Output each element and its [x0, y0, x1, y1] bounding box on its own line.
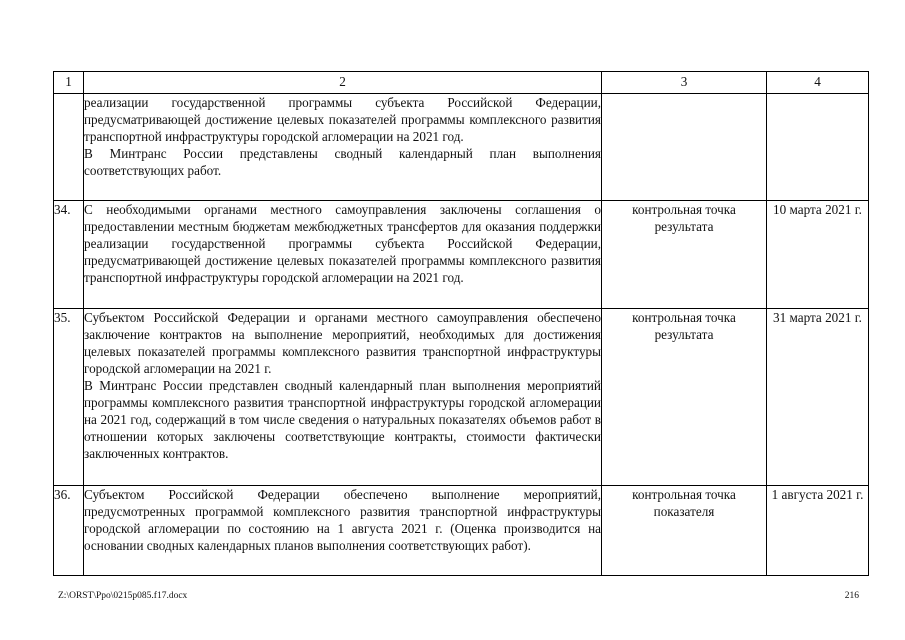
row-control-type: контрольная точка результата: [602, 201, 767, 309]
row-date: 31 марта 2021 г.: [767, 309, 869, 486]
table-row: [54, 309, 869, 486]
header-cell-1: 1: [54, 72, 84, 94]
row-description: [84, 486, 602, 576]
description-paragraph: Субъектом Российской Федерации обеспечено выполнение мероприятий, предусмотренных программой комплексного развития транспортной инфраструктуры городской агломерации по состоянию на 1 августа 2021 г. (Оценка производится на основании сводных календарных планов выполнения соответствующих работ).: [84, 487, 601, 553]
header-cell-3: 3: [602, 72, 767, 94]
row-control-type: контрольная точка результата: [602, 309, 767, 486]
table-row: [54, 94, 869, 201]
row-date: 1 августа 2021 г.: [767, 486, 869, 576]
row-description: [84, 94, 602, 201]
row-number: [54, 94, 84, 201]
row-number: 34.: [54, 201, 84, 309]
row-date: [767, 94, 869, 201]
description-paragraph: Субъектом Российской Федерации и органами местного самоуправления обеспечено заключение контрактов на выполнение мероприятий, необходимых для достижения целевых показателей программы комплексного развития транспортной инфраструктуры городской агломерации на 2021 г.: [84, 310, 601, 376]
description-paragraph: В Минтранс России представлен сводный календарный план выполнения мероприятий программы комплексного развития транспортной инфраструктуры городской агломерации на 2021 год, содержащий в том числе сведения о натуральных показателях объемов работ в отношении которых заключены соответствующие контракты, стоимости фактически заключенных контрактов.: [84, 378, 601, 461]
description-paragraph: В Минтранс России представлены сводный календарный план выполнения соответствующих работ.: [84, 146, 601, 178]
row-description: [84, 309, 602, 486]
footer-file-path: Z:\ORST\Ppo\0215p085.f17.docx: [58, 591, 188, 601]
row-control-type: [602, 94, 767, 201]
document-table: [53, 71, 869, 576]
row-description: [84, 201, 602, 309]
row-date: 10 марта 2021 г.: [767, 201, 869, 309]
header-cell-4: 4: [767, 72, 869, 94]
table-row: [54, 486, 869, 576]
table-row: [54, 201, 869, 309]
row-control-type: контрольная точка показателя: [602, 486, 767, 576]
row-number: 36.: [54, 486, 84, 576]
footer-page-number: 216: [844, 591, 859, 601]
description-paragraph: реализации государственной программы субъекта Российской Федерации, предусматривающей достижение целевых показателей программы комплексного развития транспортной инфраструктуры городской агломерации на 2021 год.: [84, 95, 601, 144]
row-number: 35.: [54, 309, 84, 486]
header-cell-2: 2: [84, 72, 602, 94]
header-row: [54, 72, 869, 94]
description-paragraph: С необходимыми органами местного самоуправления заключены соглашения о предоставлении местным бюджетам межбюджетных трансфертов для оказания поддержки реализации государственной программы субъекта Российской Федерации, предусматривающей достижение целевых показателей программы комплексного развития транспортной инфраструктуры городской агломерации на 2021 год.: [84, 202, 601, 285]
